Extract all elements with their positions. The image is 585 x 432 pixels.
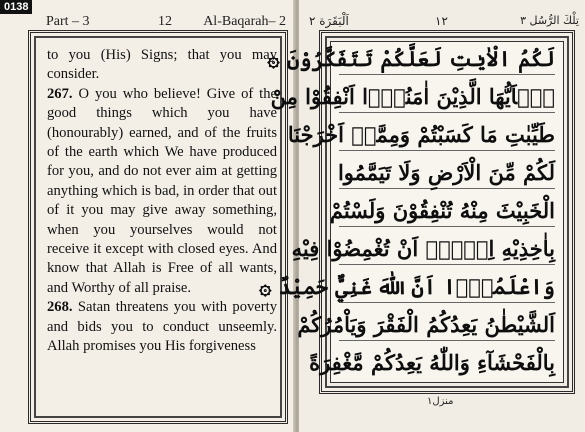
- surah-label-arabic: اَلْبَقَرَة ۲: [309, 14, 349, 28]
- arabic-line: بِاٰخِذِيْهِ اِلَّاۤ اَنْ تُغْمِضُوْا فِيْهِ: [339, 234, 555, 265]
- paragraph-continuation: to you (His) Signs; that you may consider.: [47, 47, 277, 83]
- part-label-arabic: تِلْكَ الرُّسُل ۳: [520, 14, 579, 27]
- page-number-arabic: ۱۲: [435, 14, 448, 28]
- page-number: 12: [158, 14, 172, 29]
- translation-text: [47, 46, 277, 357]
- scan-number-badge: 0138: [0, 0, 32, 14]
- arabic-line: يٰۤاَيُّهَا الَّذِيْنَ اٰمَنُوْۤا اَنْفِقُوْا مِنْ: [339, 82, 555, 113]
- verse-number: 267.: [47, 85, 73, 102]
- right-page: [259, 0, 585, 432]
- arabic-line: اَلشَّيْطٰنُ يَعِدُكُمُ الْفَقْرَ وَيَاْمُرُكُمْ: [339, 310, 555, 341]
- arabic-line: وَاعْلَمُوْۤا اَنَّ اللّٰهَ غَنِيٌّ حَمِيْدٌ ۞: [339, 272, 555, 303]
- arabic-line: لَكُمُ الْاٰيٰتِ لَعَلَّكُمْ تَتَفَكَّرُوْنَ ۞: [339, 44, 555, 75]
- text-frame: [28, 30, 288, 424]
- surah-label: Al-Baqarah– 2: [203, 14, 286, 29]
- arabic-text-block: [259, 41, 564, 383]
- arabic-line: الْخَبِيْثَ مِنْهُ تُنْفِقُوْنَ وَلَسْتُمْ: [339, 196, 555, 227]
- manzil-footer: منزل۱: [427, 396, 454, 407]
- part-label: Part – 3: [46, 14, 90, 29]
- arabic-line: لَكُمْ مِّنَ الْاَرْضِ وَلَا تَيَمَّمُوا: [339, 158, 555, 189]
- verse-267: 267. O you who believe! Give of the good things which you have (honourably) earned, and of the fruits of the earth which We have produced for you, and do not ever aim at getting anything which is bad, in order that out of it you may give away something, when you yourselves would not receive it except with closed eyes. And know that Allah is Free of all wants, and Worthy of all praise.: [47, 85, 277, 296]
- verse-268: 268. Satan threatens you with poverty and bids you to conduct unseemly. Allah promises you His forgiveness: [47, 299, 277, 355]
- verse-number: 268.: [47, 299, 73, 316]
- arabic-line: بِالْفَحْشَآءِ وَاللّٰهُ يَعِدُكُمْ مَّغْفِرَةً: [309, 350, 555, 375]
- arabic-frame: [259, 30, 575, 394]
- arabic-line: طَيِّبٰتِ مَا كَسَبْتُمْ وَمِمَّاۤ اَخْرَجْنَا: [339, 120, 555, 151]
